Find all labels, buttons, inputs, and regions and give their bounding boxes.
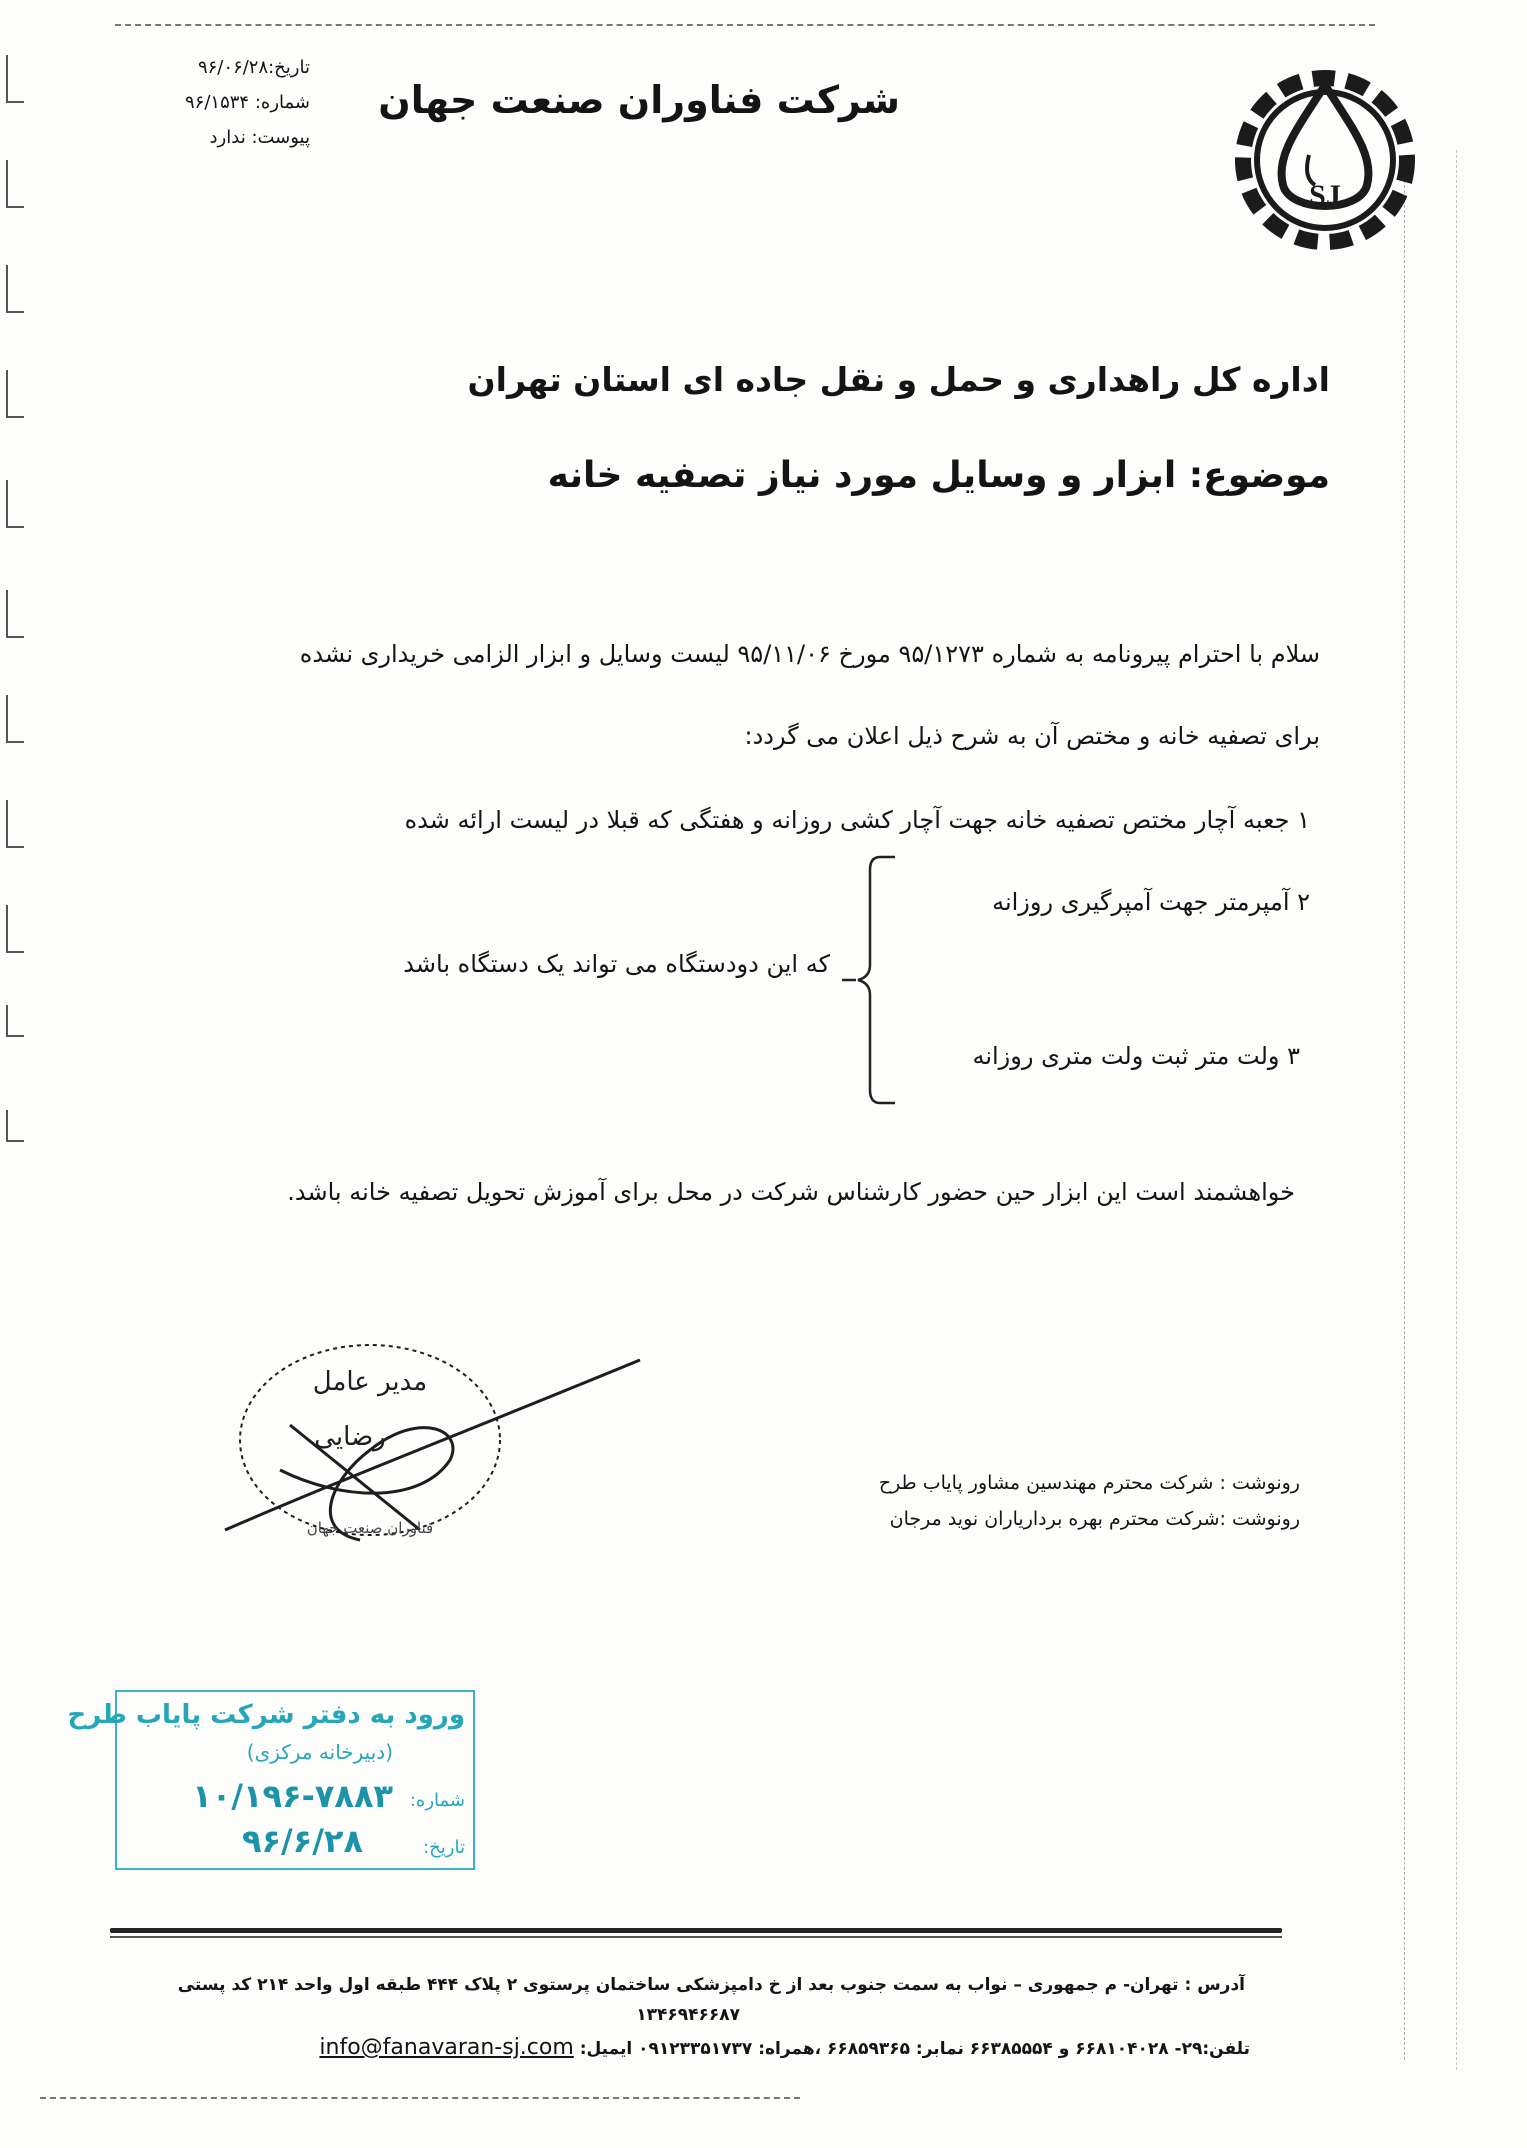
margin-mark — [6, 800, 24, 848]
margin-mark — [6, 695, 24, 743]
scan-border-right — [1404, 160, 1405, 2060]
cc-line: رونوشت :شرکت محترم بهره برداریاران نوید مرجان — [889, 1508, 1300, 1530]
signature-title: مدیر عامل — [312, 1367, 428, 1397]
attachment-label: پیوست: — [251, 127, 310, 148]
logo-text: SJ — [1309, 179, 1341, 212]
letter-meta — [150, 50, 310, 155]
list-item: ۱ جعبه آچار مختص تصفیه خانه جهت آچار کشی روزانه و هفتگی که قبلا در لیست ارائه شده — [404, 806, 1310, 834]
closing-paragraph: خواهشمند است این ابزار حین حضور کارشناس شرکت در محل برای آموزش تحویل تصفیه خانه باشد. — [287, 1178, 1295, 1206]
signature-name: رضایی — [314, 1422, 386, 1452]
date-row — [150, 50, 310, 85]
stamp-date-value: ۹۶/۶/۲۸ — [241, 1822, 363, 1860]
footer-email-link[interactable]: info@fanavaran-sj.com — [319, 2035, 574, 2060]
margin-mark — [6, 370, 24, 418]
company-logo — [1205, 55, 1445, 265]
number-row — [150, 85, 310, 120]
grouping-brace — [840, 855, 900, 1105]
margin-mark — [6, 160, 24, 208]
date-value: ۹۶/۰۶/۲۸ — [197, 57, 269, 78]
footer-address: آدرس : تهران- م جمهوری – نواب به سمت جنوب بعد از خ دامپزشکی ساختمان پرستوی ۲ پلاک ۴۴۴ طبقه اول واحد ۲۱۴ کد پستی — [177, 1975, 1245, 1995]
body-line-2: برای تصفیه خانه و مختص آن به شرح ذیل اعلان می گردد: — [744, 722, 1320, 750]
addressee: اداره کل راهداری و حمل و نقل جاده ای استان تهران — [467, 360, 1330, 399]
brace-note: که این دودستگاه می تواند یک دستگاه باشد — [403, 950, 830, 978]
margin-mark — [6, 1110, 24, 1142]
number-label: شماره: — [254, 92, 310, 113]
margin-mark — [6, 590, 24, 638]
stamp-subheading: (دبیرخانه مرکزی) — [246, 1740, 393, 1764]
footer-postal-code: ۱۳۴۶۹۴۶۶۸۷ — [636, 2005, 740, 2025]
signature-and-seal — [220, 1330, 650, 1560]
subject: موضوع: ابزار و وسایل مورد نیاز تصفیه خانه — [547, 455, 1330, 496]
company-name: شرکت فناوران صنعت جهان — [378, 78, 900, 122]
footer-rule — [110, 1928, 1282, 1933]
attachment-row — [150, 120, 310, 155]
stamp-number-value: ۱۰/۱۹۶-۷۸۸۳ — [192, 1777, 393, 1815]
margin-mark — [6, 55, 24, 103]
date-label: تاریخ: — [268, 57, 310, 78]
margin-mark — [6, 1005, 24, 1037]
list-item: ۲ آمپرمتر جهت آمپرگیری روزانه — [992, 888, 1310, 916]
margin-mark — [6, 265, 24, 313]
margin-mark — [6, 905, 24, 953]
body-line-1: سلام با احترام پیرونامه به شماره ۹۵/۱۲۷۳ مورخ ۹۵/۱۱/۰۶ لیست وسایل و ابزار الزامی خریداری نشده — [299, 640, 1320, 668]
margin-mark — [6, 480, 24, 528]
scan-border-right-outer — [1456, 150, 1457, 2070]
footer-contact-text: تلفن:۲۹- ۶۶۸۱۰۴۰۲۸ و ۶۶۳۸۵۵۵۴ نمابر: ۶۶۸۵۹۳۶۵ ،همراه: ۰۹۱۲۳۳۵۱۷۳۷ ایمیل: — [579, 2039, 1250, 2059]
signature-stroke — [225, 1360, 640, 1530]
attachment-value: ندارد — [209, 127, 246, 148]
stamp-number-label: شماره: — [409, 1790, 465, 1811]
cc-line: رونوشت : شرکت محترم مهندسین مشاور پایاب طرح — [878, 1472, 1300, 1494]
footer-rule-thin — [110, 1936, 1282, 1938]
stamp-heading: ورود به دفتر شرکت پایاب طرح — [67, 1700, 465, 1730]
scan-border-bottom — [40, 2097, 800, 2099]
footer-contact — [130, 2035, 1250, 2060]
stamp-date-label: تاریخ: — [423, 1837, 465, 1858]
scan-border-top — [115, 24, 1375, 26]
seal-text: فناوران صنعت جهان — [306, 1519, 434, 1537]
receipt-stamp — [67, 1690, 475, 1870]
list-item: ۳ ولت متر ثبت ولت متری روزانه — [972, 1042, 1300, 1070]
number-value: ۹۶/۱۵۳۴ — [185, 92, 250, 113]
